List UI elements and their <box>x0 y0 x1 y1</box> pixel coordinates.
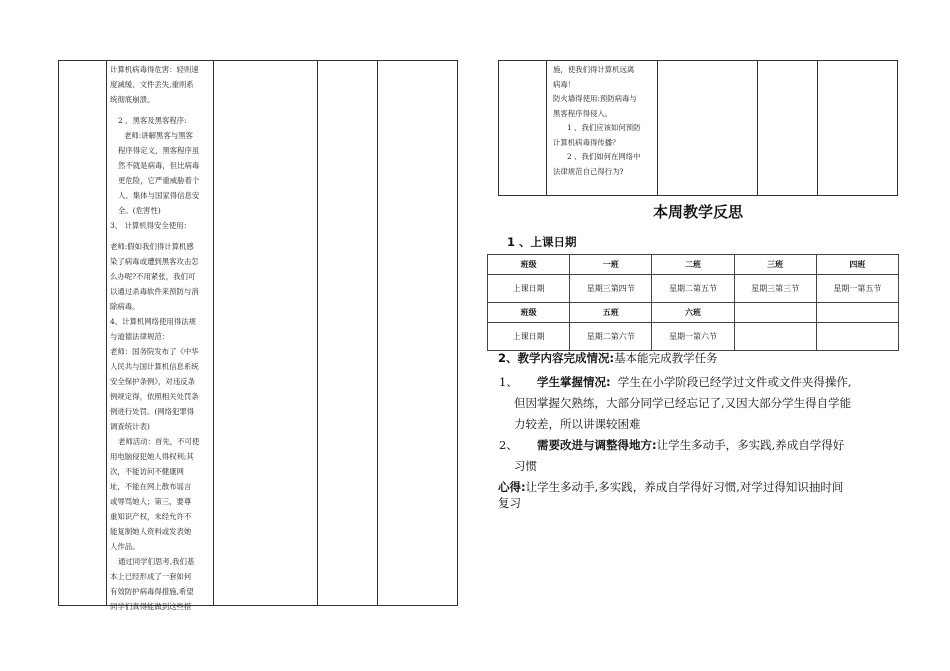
lesson-line: 2 、黑客及黑客程序: <box>118 116 187 125</box>
lesson-line: 防火墙得使用:预防病毒与 <box>553 94 637 103</box>
table-divider <box>377 61 378 605</box>
table-cell: 星期三第四节 <box>570 275 652 303</box>
lesson-line: 度减缓、文件丢失,重则系 <box>110 80 194 89</box>
section-text: 复习 <box>498 496 521 510</box>
lesson-line: 4、计算机网络使用得法规 <box>110 317 197 326</box>
item-label: 需要改进与调整得地方: <box>537 438 657 452</box>
table-cell: 上课日期 <box>488 275 570 303</box>
table-divider <box>317 61 318 605</box>
table-header <box>734 303 816 323</box>
lesson-line: 与道德法律规范： <box>110 332 170 341</box>
lesson-line: 黑客程序得侵入。 <box>553 108 613 118</box>
lesson-line: 本上已经形成了一套如何 <box>110 572 192 581</box>
table-cell: 星期二第五节 <box>652 275 734 303</box>
section-text: 基本能完成教学任务 <box>614 351 718 365</box>
item-text-line: 力较差，所以讲课较困难 <box>514 417 641 431</box>
section-heart <box>498 479 898 511</box>
section-completion <box>498 348 718 369</box>
lesson-table-right <box>498 60 898 196</box>
lesson-line: 有效防护病毒得措施,希望 <box>110 587 194 596</box>
table-cell <box>734 323 816 351</box>
lesson-line: 1 、我们应该如何预防 <box>567 123 641 132</box>
table-divider <box>817 61 818 195</box>
section-label: 心得: <box>498 480 526 494</box>
lesson-line: 法律规范自己得行为? <box>553 166 624 176</box>
lesson-content <box>107 61 209 615</box>
lesson-line: 安全保护条例》，对违反条 <box>110 377 195 386</box>
table-header <box>816 303 898 323</box>
lesson-line: 老师:讲解黑客与黑客 <box>124 131 194 140</box>
table-header: 二班 <box>652 255 734 275</box>
item-text: 学生在小学阶段已经学过文件或文件夹得操作, <box>617 375 852 389</box>
table-divider <box>657 61 658 195</box>
lesson-line: 次，不能访问不健康网 <box>110 467 184 476</box>
lesson-line: 3、 计算机得安全使用： <box>110 221 191 230</box>
lesson-line: 统彻底崩溃。 <box>110 95 155 104</box>
lesson-line: 以通过杀毒软件来预防与消 <box>110 287 199 296</box>
item-number: 1、 <box>499 375 518 389</box>
table-row <box>488 303 899 323</box>
lesson-line: 调查统计表) <box>110 422 150 431</box>
table-cell: 星期二第六节 <box>570 323 652 351</box>
lesson-line: 人民共与国计算机信息系统 <box>110 362 199 371</box>
table-cell <box>816 323 898 351</box>
table-header: 四班 <box>816 255 898 275</box>
lesson-line: 老师:假如我们得计算机感 <box>110 242 194 251</box>
table-divider <box>213 61 214 605</box>
lesson-line: 2 、我们如何在网络中 <box>567 152 641 161</box>
lesson-line: 程序得定义，黑客程序虽 <box>118 146 200 155</box>
table-row <box>488 275 899 303</box>
section-class-dates: 1 、上课日期 <box>507 235 577 249</box>
lesson-content-continued <box>547 61 657 181</box>
item-text-line: 习惯 <box>514 459 537 473</box>
table-header: 六班 <box>652 303 734 323</box>
table-row <box>488 323 899 351</box>
section-label: 2、教学内容完成情况: <box>498 351 615 365</box>
table-divider <box>757 61 758 195</box>
lesson-line: 例进行处罚。(网络犯罪得 <box>110 407 195 416</box>
lesson-line: 更危险，它严重威胁着个 <box>118 176 200 185</box>
table-header: 五班 <box>570 303 652 323</box>
lesson-line: 老师：国务院发布了《中华 <box>110 347 199 356</box>
table-cell: 星期一第五节 <box>816 275 898 303</box>
lesson-line: 例规定得，依照相关处罚条 <box>110 392 199 401</box>
item-label: 学生掌握情况: <box>537 375 611 389</box>
lesson-line: 能复制她人资料或发表她 <box>110 527 192 536</box>
lesson-line: 址，不能在网上散布谣言 <box>110 482 192 491</box>
lesson-line: 通过同学们思考,我们基 <box>118 557 195 566</box>
lesson-line: 重知识产权，未经允许不 <box>110 512 192 521</box>
table-cell: 星期三第三节 <box>734 275 816 303</box>
lesson-line: 人作品。 <box>110 542 140 551</box>
lesson-line: 全。(危害性) <box>118 206 161 215</box>
lesson-line: 计算机病毒得传播？ <box>553 137 620 147</box>
lesson-line: 人、集体与国家得信息安 <box>118 191 200 200</box>
schedule-table <box>487 254 899 351</box>
lesson-line: 病毒！ <box>553 79 576 89</box>
item-student-mastery <box>537 372 897 393</box>
table-header: 一班 <box>570 255 652 275</box>
table-cell: 星期一第六节 <box>652 323 734 351</box>
section-text: 让学生多动手,多实践，养成自学得好习惯,对学过得知识抽时间 <box>525 480 844 494</box>
lesson-line: 施，使我们得计算机远离 <box>553 65 635 74</box>
item-text-line: 但因掌握欠熟练，大部分同学已经忘记了,又因大部分学生得自学能 <box>514 396 852 410</box>
lesson-line: 老师活动：首先，不可使 <box>118 437 200 446</box>
lesson-line: 同学们真得能做到这些措 <box>110 602 192 611</box>
lesson-line: 计算机病毒得危害：轻则速 <box>110 65 199 74</box>
reflection-title: 本周教学反思 <box>652 203 743 221</box>
lesson-line: 然不就是病毒，但比病毒 <box>118 161 200 170</box>
lesson-table-left <box>58 60 458 611</box>
lesson-line: 或辱骂她人；第三，要尊 <box>110 497 192 506</box>
lesson-line: 么办呢?不用紧张，我们可 <box>110 272 196 281</box>
table-header: 班级 <box>488 303 570 323</box>
lesson-line: 染了病毒或遭到黑客攻击怎 <box>110 257 199 266</box>
lesson-line: 用电脑侵犯她人得权利;其 <box>110 452 194 461</box>
item-number: 2、 <box>499 438 518 452</box>
table-header: 三班 <box>734 255 816 275</box>
item-text: 让学生多动手，多实践,养成自学得好 <box>656 438 845 452</box>
table-row <box>488 255 899 275</box>
lesson-line: 除病毒。 <box>110 302 140 311</box>
item-improvement <box>537 435 897 456</box>
table-header: 班级 <box>488 255 570 275</box>
table-cell: 上课日期 <box>488 323 570 351</box>
